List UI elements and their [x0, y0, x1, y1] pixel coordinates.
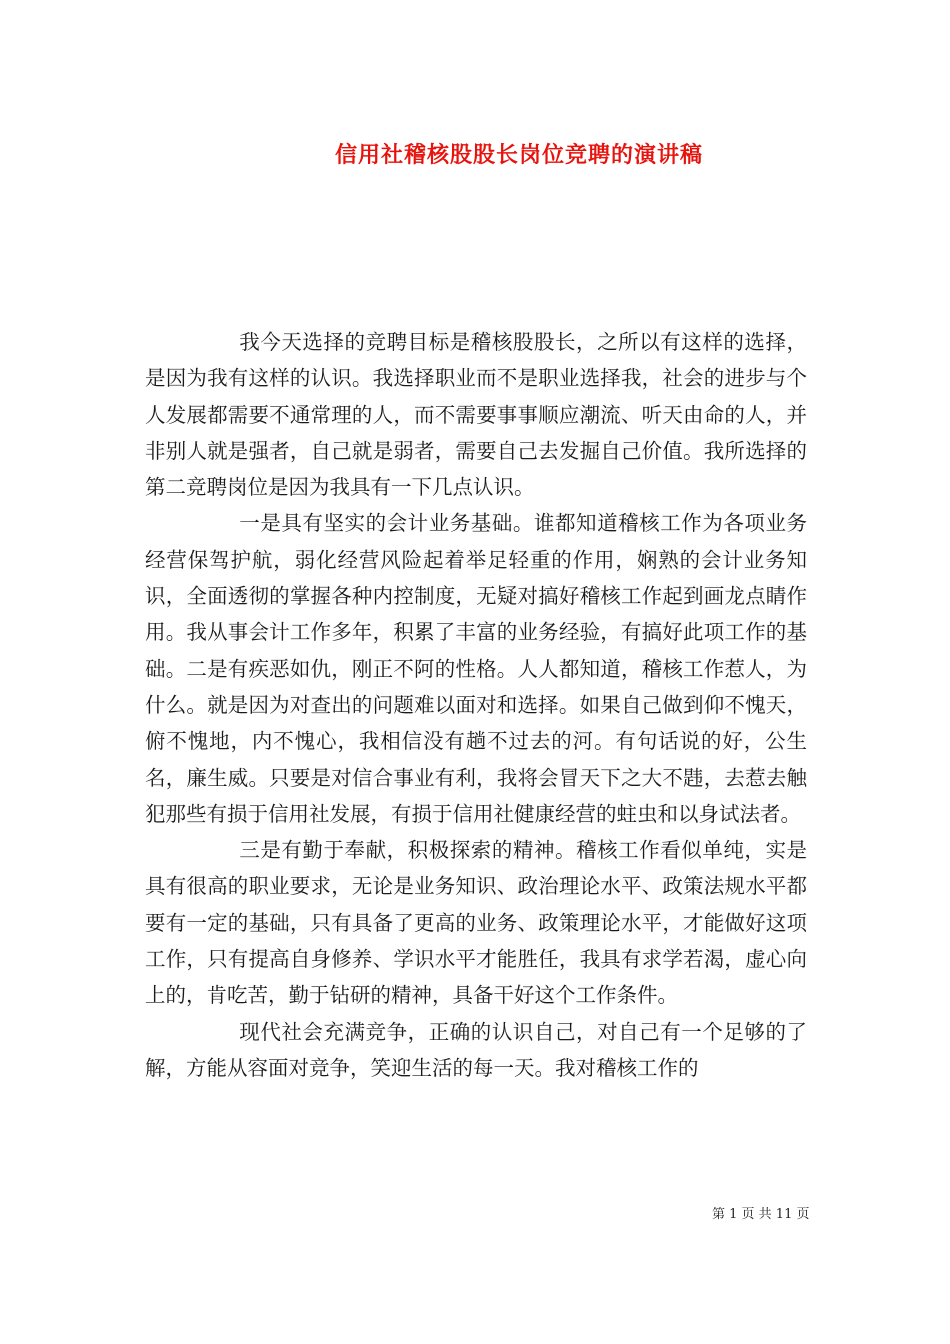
page-number: 第 1 页 共 11 页 [712, 1207, 810, 1222]
document-title: 信用社稽核股股长岗位竞聘的演讲稿 [335, 142, 704, 168]
document-body [145, 324, 807, 1086]
paragraph-4: 现代社会充满竞争，正确的认识自己，对自己有一个足够的了解，方能从容面对竞争，笑迎生活的每一天。我对稽核工作的 [145, 1019, 807, 1080]
paragraph-2: 一是具有坚实的会计业务基础。谁都知道稽核工作为各项业务经营保驾护航，弱化经营风险起着举足轻重的作用，娴熟的会计业务知识，全面透彻的掌握各种内控制度，无疑对搞好稽核工作起到画龙点睛作用。我从事会计工作多年，积累了丰富的业务经验，有搞好此项工作的基础。二是有疾恶如仇，刚正不阿的性格。人人都知道，稽核工作惹人，为什么。就是因为对查出的问题难以面对和选择。如果自己做到仰不愧天，俯不愧地，内不愧心，我相信没有趟不过去的河。有句话说的好，公生名，廉生威。只要是对信合事业有利，我将会冒天下之大不韪，去惹去触犯那些有损于信用社发展，有损于信用社健康经营的蛀虫和以身试法者。 [145, 511, 807, 826]
paragraph-3: 三是有勤于奉献，积极探索的精神。稽核工作看似单纯，实是具有很高的职业要求，无论是业务知识、政治理论水平、政策法规水平都要有一定的基础，只有具备了更高的业务、政策理论水平，才能做好这项工作，只有提高自身修养、学识水平才能胜任，我具有求学若渴，虚心向上的，肯吃苦，勤于钻研的精神，具备干好这个工作条件。 [145, 838, 807, 1008]
paragraph-1: 我今天选择的竞聘目标是稽核股股长，之所以有这样的选择，是因为我有这样的认识。我选择职业而不是职业选择我，社会的进步与个人发展都需要不通常理的人，而不需要事事顺应潮流、听天由命的人，并非别人就是强者，自己就是弱者，需要自己去发掘自己价值。我所选择的第二竞聘岗位是因为我具有一下几点认识。 [145, 330, 807, 500]
